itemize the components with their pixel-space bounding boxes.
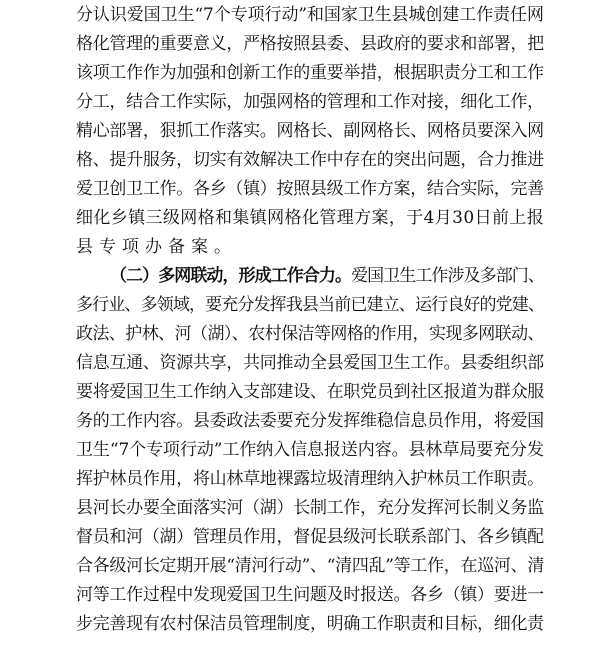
line-text: 县专项办备案。 <box>76 237 237 257</box>
line-text: 分工，结合工作实际，加强网格的管理和工作对接，细化工作， <box>76 92 544 112</box>
text-line <box>76 523 544 551</box>
line-text: 细化乡镇三级网格和集镇网格化管理方案，于4月30日前上报 <box>76 208 545 228</box>
text-line <box>76 175 544 203</box>
text-line <box>76 88 544 116</box>
text-line <box>76 610 544 638</box>
text-line <box>76 494 544 522</box>
line-text: 该项工作作为加强和创新工作的重要举措，根据职责分工和工作 <box>76 63 544 83</box>
text-line <box>110 262 544 290</box>
text-line <box>76 552 544 580</box>
line-text: 河等工作过程中发现爱国卫生问题及时报送。各乡（镇）要进一 <box>76 585 544 605</box>
line-text: 务的工作内容。县委政法委要充分发挥维稳信息员作用，将爱国 <box>76 411 544 431</box>
text-line <box>76 320 544 348</box>
line-text: 县河长办要全面落实河（湖）长制工作，充分发挥河长制义务监 <box>76 498 544 518</box>
line-text: 爱卫创卫工作。各乡（镇）按照县级工作方案，结合实际，完善 <box>76 179 544 199</box>
line-text: 要将爱国卫生工作纳入支部建设、在职党员到社区报道为群众服 <box>76 382 544 402</box>
text-line <box>76 233 544 261</box>
line-text: 卫生“7个专项行动”工作纳入信息报送内容。县林草局要充分发 <box>76 440 544 460</box>
text-line <box>76 30 544 58</box>
text-line <box>76 117 544 145</box>
text-line <box>76 146 544 174</box>
line-text: 政法、护林、河（湖）、农村保洁等网格的作用，实现多网联动、 <box>76 324 544 344</box>
line-text: 精心部署，狠抓工作落实。网格长、副网格长、网格员要深入网 <box>76 121 544 141</box>
line-text: 督员和河（湖）管理员作用，督促县级河长联系部门、各乡镇配 <box>76 527 544 547</box>
text-line <box>76 407 544 435</box>
line-text: 爱国卫生工作涉及多部门、 <box>351 266 544 286</box>
line-text: 多行业、多领域，要充分发挥我县当前已建立、运行良好的党建、 <box>76 295 545 315</box>
text-line <box>76 1 544 29</box>
text-line <box>76 581 544 609</box>
line-text: 格化管理的重要意义，严格按照县委、县政府的要求和部署，把 <box>76 34 544 54</box>
text-line <box>76 436 544 464</box>
text-line <box>76 378 544 406</box>
text-line <box>76 349 544 377</box>
text-line <box>76 204 544 232</box>
section-heading: （二）多网联动，形成工作合力。 <box>110 266 352 286</box>
line-text: 信息互通、资源共享，共同推动全县爱国卫生工作。县委组织部 <box>76 353 544 373</box>
line-text: 步完善现有农村保洁员管理制度，明确工作职责和目标，细化责 <box>76 614 544 634</box>
text-line <box>76 465 544 493</box>
line-text: 挥护林员作用，将山林草地裸露垃圾清理纳入护林员工作职责。 <box>76 469 544 489</box>
text-line <box>76 291 544 319</box>
text-line <box>76 59 544 87</box>
line-text: 合各级河长定期开展“清河行动”、“清四乱”等工作，在巡河、清 <box>76 556 545 576</box>
line-text: 格、提升服务，切实有效解决工作中存在的突出问题，合力推进 <box>76 150 544 170</box>
line-text: 分认识爱国卫生“7个专项行动”和国家卫生县城创建工作责任网 <box>76 5 544 25</box>
